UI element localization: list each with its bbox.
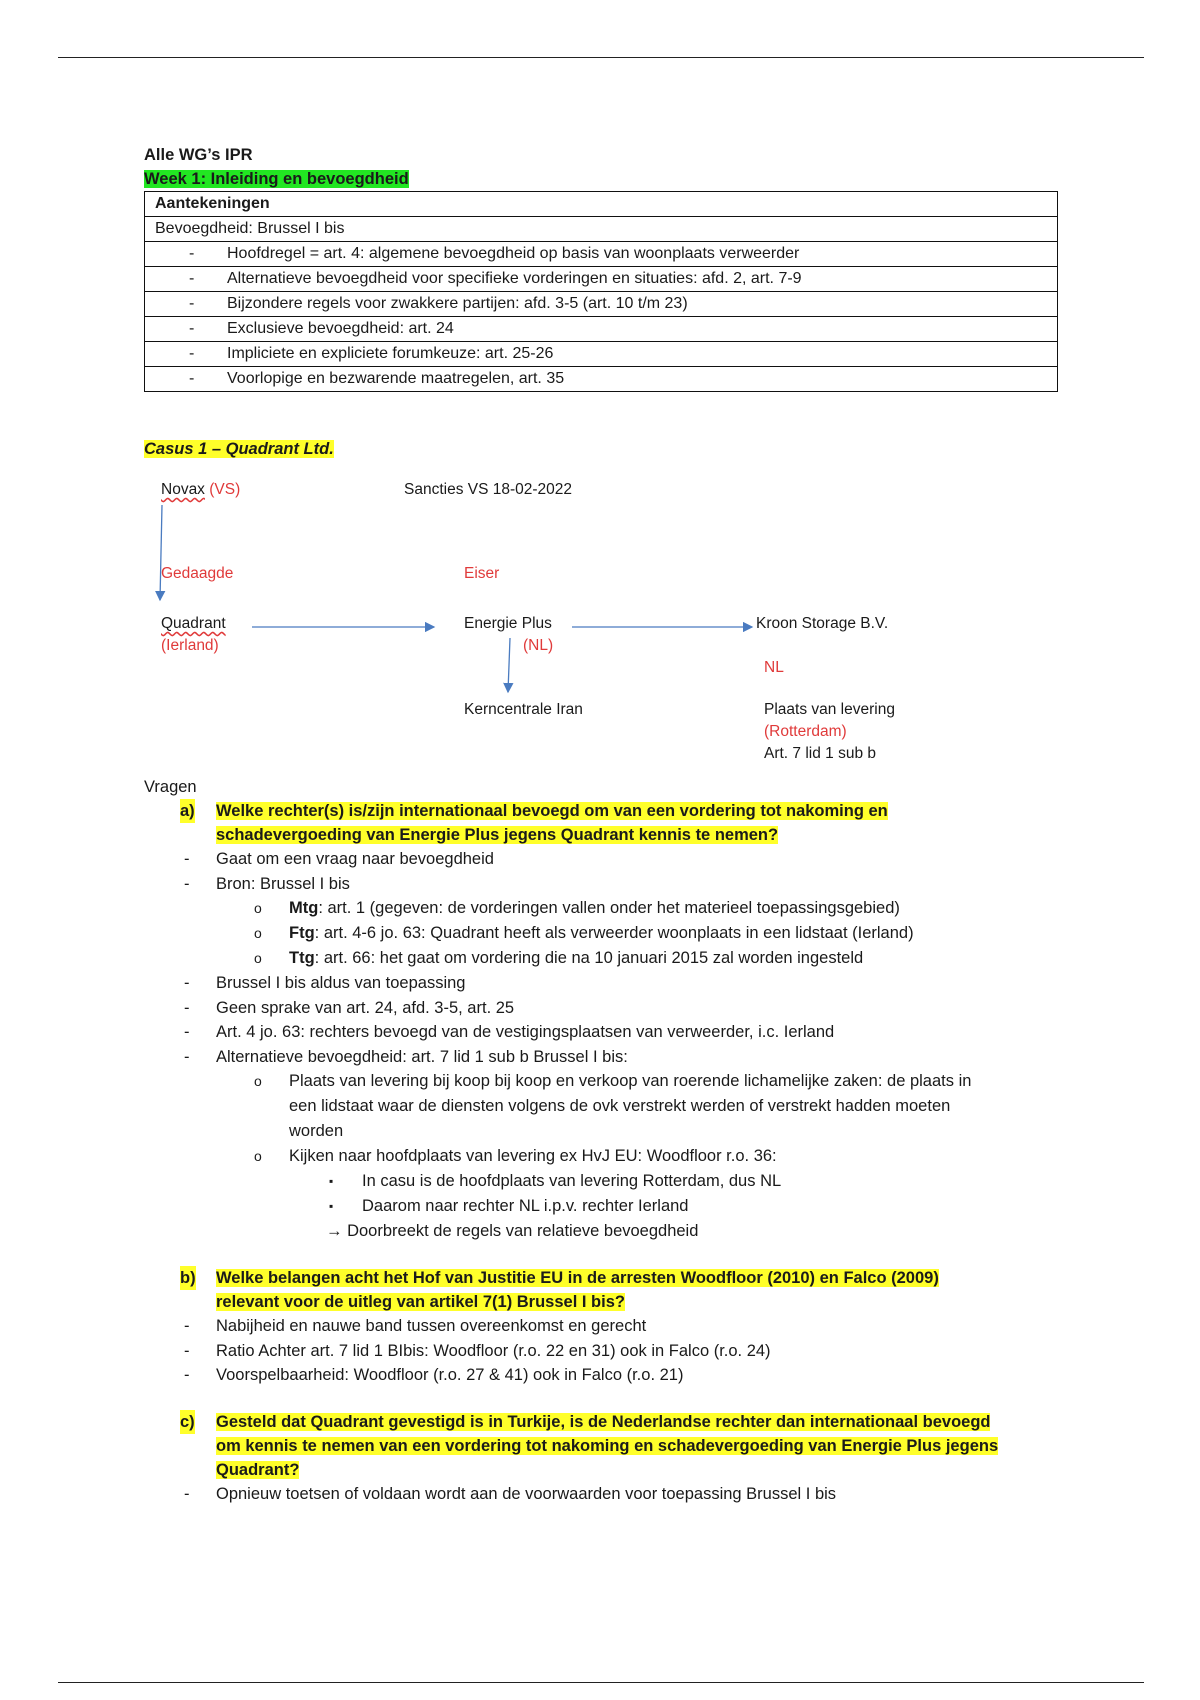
question-c: c) Gesteld dat Quadrant gevestigd is in Turkije, is de Nederlandse rechter dan internationaal bevoegd om kennis te nemen van een vordering tot nakoming en schadevergoeding van Energie Plus jegens Quadrant? xyxy=(144,1410,1064,1482)
arrow-note: → Doorbreekt de regels van relatieve bevoegdheid xyxy=(326,1222,699,1240)
question-b: b) Welke belangen acht het Hof van Justitie EU in de arresten Woodfloor (2010) en Falco (2009) relevant voor de uitleg van artikel 7(1) Brussel I bis? xyxy=(144,1266,1064,1314)
diagram-kerncentrale: Kerncentrale Iran xyxy=(464,701,583,718)
notes-table-subheader: Bevoegdheid: Brussel I bis xyxy=(145,217,1058,242)
document-title: Alle WG’s IPR xyxy=(144,146,253,164)
list-item: - Ratio Achter art. 7 lid 1 BIbis: Woodfloor (r.o. 22 en 31) ook in Falco (r.o. 24) xyxy=(184,1341,771,1360)
diagram-kroon-storage: Kroon Storage B.V. xyxy=(756,615,889,632)
diagram-rotterdam: (Rotterdam) xyxy=(764,723,847,740)
sub-list-item: o Ttg: art. 66: het gaat om vordering die na 10 januari 2015 zal worden ingesteld xyxy=(254,949,864,967)
arrow-novax-quadrant xyxy=(160,505,162,600)
diagram-plaats-levering: Plaats van levering xyxy=(764,701,895,718)
diagram-energie-plus: Energie Plus xyxy=(464,615,552,632)
notes-table-row: - Impliciete en expliciete forumkeuze: art. 25-26 xyxy=(145,342,1058,367)
notes-table-row: - Exclusieve bevoegdheid: art. 24 xyxy=(145,317,1058,342)
casus-title: Casus 1 – Quadrant Ltd. xyxy=(144,440,334,458)
vragen-label: Vragen xyxy=(144,778,197,796)
sub-list-item: o Plaats van levering bij koop bij koop en verkoop van roerende lichamelijke zaken: de plaats in een lidstaat waar de diensten volgens de ovk verstrekt werden of verstrekt hadden moeten worden xyxy=(254,1072,972,1140)
list-item: - Alternatieve bevoegdheid: art. 7 lid 1 sub b Brussel I bis: xyxy=(184,1047,628,1066)
diagram-art-7: Art. 7 lid 1 sub b xyxy=(764,745,877,762)
question-a: a) Welke rechter(s) is/zijn internationaal bevoegd om van een vordering tot nakoming en schadevergoeding van Energie Plus jegens Quadrant kennis te nemen? xyxy=(144,799,1064,847)
arrow-energie-kerncentrale xyxy=(508,638,510,692)
notes-table-row: - Voorlopige en bezwarende maatregelen, art. 35 xyxy=(145,367,1058,392)
case-diagram xyxy=(144,475,914,775)
notes-table-row: - Alternatieve bevoegdheid voor specifieke vorderingen en situaties: afd. 2, art. 7-9 xyxy=(145,267,1058,292)
list-item: - Brussel I bis aldus van toepassing xyxy=(184,974,466,992)
week-heading: Week 1: Inleiding en bevoegdheid xyxy=(144,170,409,188)
notes-table xyxy=(144,191,1058,392)
diagram-gedaagde: Gedaagde xyxy=(161,565,234,582)
notes-table-row: - Hoofdregel = art. 4: algemene bevoegdheid op basis van woonplaats verweerder xyxy=(145,242,1058,267)
sub-sub-list-item: ▪ In casu is de hoofdplaats van levering Rotterdam, dus NL xyxy=(329,1172,782,1190)
diagram-novax: Novax (VS) xyxy=(161,481,241,498)
sub-list-item: o Ftg: art. 4-6 jo. 63: Quadrant heeft als verweerder woonplaats in een lidstaat (Ierland) xyxy=(254,924,914,942)
diagram-energie-country: (NL) xyxy=(523,637,554,654)
bottom-rule xyxy=(58,1682,1144,1683)
list-item: - Nabijheid en nauwe band tussen overeenkomst en gerecht xyxy=(184,1317,647,1335)
diagram-eiser: Eiser xyxy=(464,565,500,582)
list-item: - Voorspelbaarheid: Woodfloor (r.o. 27 & 41) ook in Falco (r.o. 21) xyxy=(184,1366,684,1384)
sub-list-item: o Mtg: art. 1 (gegeven: de vorderingen vallen onder het materieel toepassingsgebied) xyxy=(254,899,900,917)
diagram-quadrant-country: (Ierland) xyxy=(161,637,219,654)
diagram-quadrant: Quadrant xyxy=(161,615,226,632)
sub-sub-list-item: ▪ Daarom naar rechter NL i.p.v. rechter Ierland xyxy=(329,1197,689,1215)
notes-table-row: - Bijzondere regels voor zwakkere partijen: afd. 3-5 (art. 10 t/m 23) xyxy=(145,292,1058,317)
sub-list-item: o Kijken naar hoofdplaats van levering ex HvJ EU: Woodfloor r.o. 36: xyxy=(254,1147,777,1165)
list-item: - Opnieuw toetsen of voldaan wordt aan de voorwaarden voor toepassing Brussel I bis xyxy=(184,1484,837,1503)
list-item: - Bron: Brussel I bis xyxy=(184,874,350,893)
diagram-kroon-country: NL xyxy=(764,659,784,676)
list-item: - Gaat om een vraag naar bevoegdheid xyxy=(184,850,494,868)
diagram-sancties: Sancties VS 18-02-2022 xyxy=(404,481,573,498)
top-rule xyxy=(58,57,1144,58)
notes-table-header: Aantekeningen xyxy=(145,192,1058,217)
list-item: - Art. 4 jo. 63: rechters bevoegd van de vestigingsplaatsen van verweerder, i.c. Ierland xyxy=(184,1023,835,1041)
list-item: - Geen sprake van art. 24, afd. 3-5, art. 25 xyxy=(184,998,515,1017)
document-body xyxy=(144,143,1064,1506)
